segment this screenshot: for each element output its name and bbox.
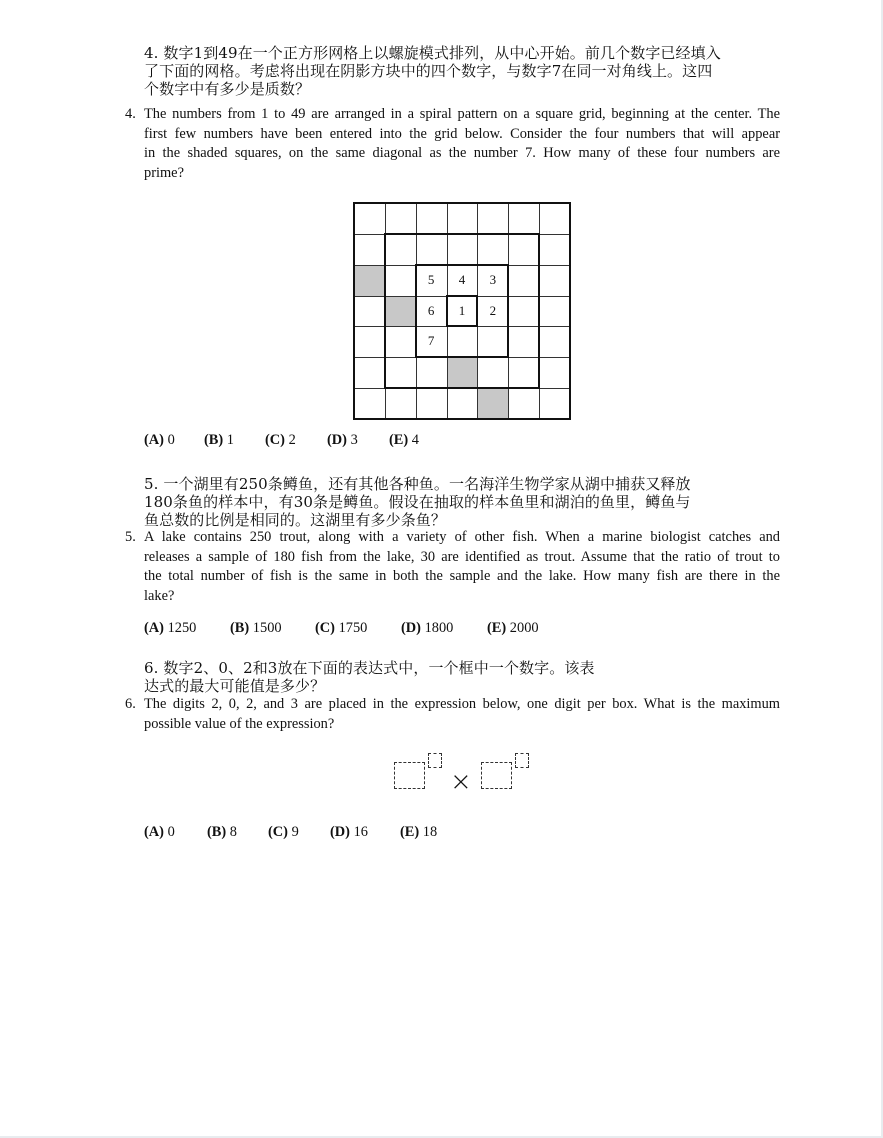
problem-6-english — [125, 695, 780, 734]
en-line: releases a sample of 180 fish from the lake, 30 are identified as trout. Assume that the ratio of trout to — [144, 548, 780, 565]
choice-c[interactable]: (C) 2 — [265, 432, 296, 448]
zh-line: 鱼总数的比例是相同的。这湖里有多少条鱼？ — [144, 511, 447, 529]
en-line: A lake contains 250 trout, along with a variety of other fish. When a marine biologist catches and — [144, 529, 780, 545]
choice-e[interactable]: (E) 4 — [389, 432, 419, 448]
choice-d[interactable]: (D) 1800 — [401, 620, 454, 636]
zh-line: 个数字中有多少是质数？ — [144, 80, 311, 98]
times-sign: × — [450, 767, 472, 797]
zh-line: 6. 数字2、0、2和3放在下面的表达式中，一个框中一个数字。该表 — [144, 659, 595, 677]
en-line: the total number of fish is the same in both the sample and the lake. How many fish are there in the — [144, 568, 780, 585]
choice-a[interactable]: (A) 0 — [144, 824, 175, 840]
choice-c[interactable]: (C) 9 — [268, 824, 299, 840]
problem-4-choices — [144, 432, 419, 449]
exponent-box-1[interactable] — [428, 753, 442, 768]
zh-line: 5. 一个湖里有250条鳟鱼，还有其他各种鱼。一名海洋生物学家从湖中捕获又释放 — [144, 475, 691, 493]
problem-5-chinese — [144, 475, 804, 529]
choice-e[interactable]: (E) 2000 — [487, 620, 539, 636]
choice-d[interactable]: (D) 3 — [327, 432, 358, 448]
grid-number: 2 — [489, 302, 497, 318]
choice-b[interactable]: (B) 8 — [207, 824, 237, 840]
choice-c[interactable]: (C) 1750 — [315, 620, 368, 636]
grid-number: 7 — [427, 333, 435, 349]
grid-number: 3 — [489, 271, 497, 287]
zh-line: 了下面的网格。考虑将出现在阴影方块中的四个数字，与数字7在同一对角线上。这四 — [144, 62, 713, 80]
choice-a[interactable]: (A) 1250 — [144, 620, 197, 636]
expression-boxes — [392, 752, 537, 796]
problem-6-choices — [144, 824, 437, 841]
problem-4-chinese — [144, 44, 804, 98]
grid-number: 6 — [427, 302, 435, 318]
choice-e[interactable]: (E) 18 — [400, 824, 438, 840]
en-line: lake? — [144, 587, 175, 604]
zh-line: 180条鱼的样本中，有30条是鳟鱼。假设在抽取的样本鱼里和湖泊的鱼里，鳟鱼与 — [144, 493, 691, 511]
choice-d[interactable]: (D) 16 — [330, 824, 368, 840]
en-line: possible value of the expression? — [144, 715, 335, 732]
choice-b[interactable]: (B) 1 — [204, 432, 234, 448]
problem-4-english — [125, 105, 780, 183]
problem-6-chinese — [144, 659, 804, 695]
grid-number: 4 — [458, 271, 466, 287]
en-line: in the shaded squares, on the same diagonal as the number 7. How many of these four numbers are — [144, 145, 780, 162]
base-box-2[interactable] — [481, 762, 512, 789]
spiral-grid — [354, 203, 570, 419]
en-line: The digits 2, 0, 2, and 3 are placed in the expression below, one digit per box. What is the maximum — [144, 696, 780, 712]
choice-b[interactable]: (B) 1500 — [230, 620, 282, 636]
problem-number: 5. — [125, 529, 136, 545]
en-line: prime? — [144, 164, 184, 181]
zh-line: 4. 数字1到49在一个正方形网格上以螺旋模式排列，从中心开始。前几个数字已经填入 — [144, 44, 721, 62]
base-box-1[interactable] — [394, 762, 425, 789]
problem-5-choices — [144, 620, 539, 637]
problem-number: 6. — [125, 696, 136, 712]
choice-a[interactable]: (A) 0 — [144, 432, 175, 448]
en-line: The numbers from 1 to 49 are arranged in a spiral pattern on a square grid, beginning at the center. The — [144, 106, 780, 122]
grid-number: 5 — [427, 271, 435, 287]
zh-line: 达式的最大可能值是多少？ — [144, 677, 326, 695]
grid-number: 1 — [458, 302, 466, 318]
problem-5-english — [125, 528, 780, 606]
en-line: first few numbers have been entered into the grid below. Consider the four numbers that will appear — [144, 125, 780, 142]
exponent-box-2[interactable] — [515, 753, 529, 768]
problem-number: 4. — [125, 106, 136, 122]
